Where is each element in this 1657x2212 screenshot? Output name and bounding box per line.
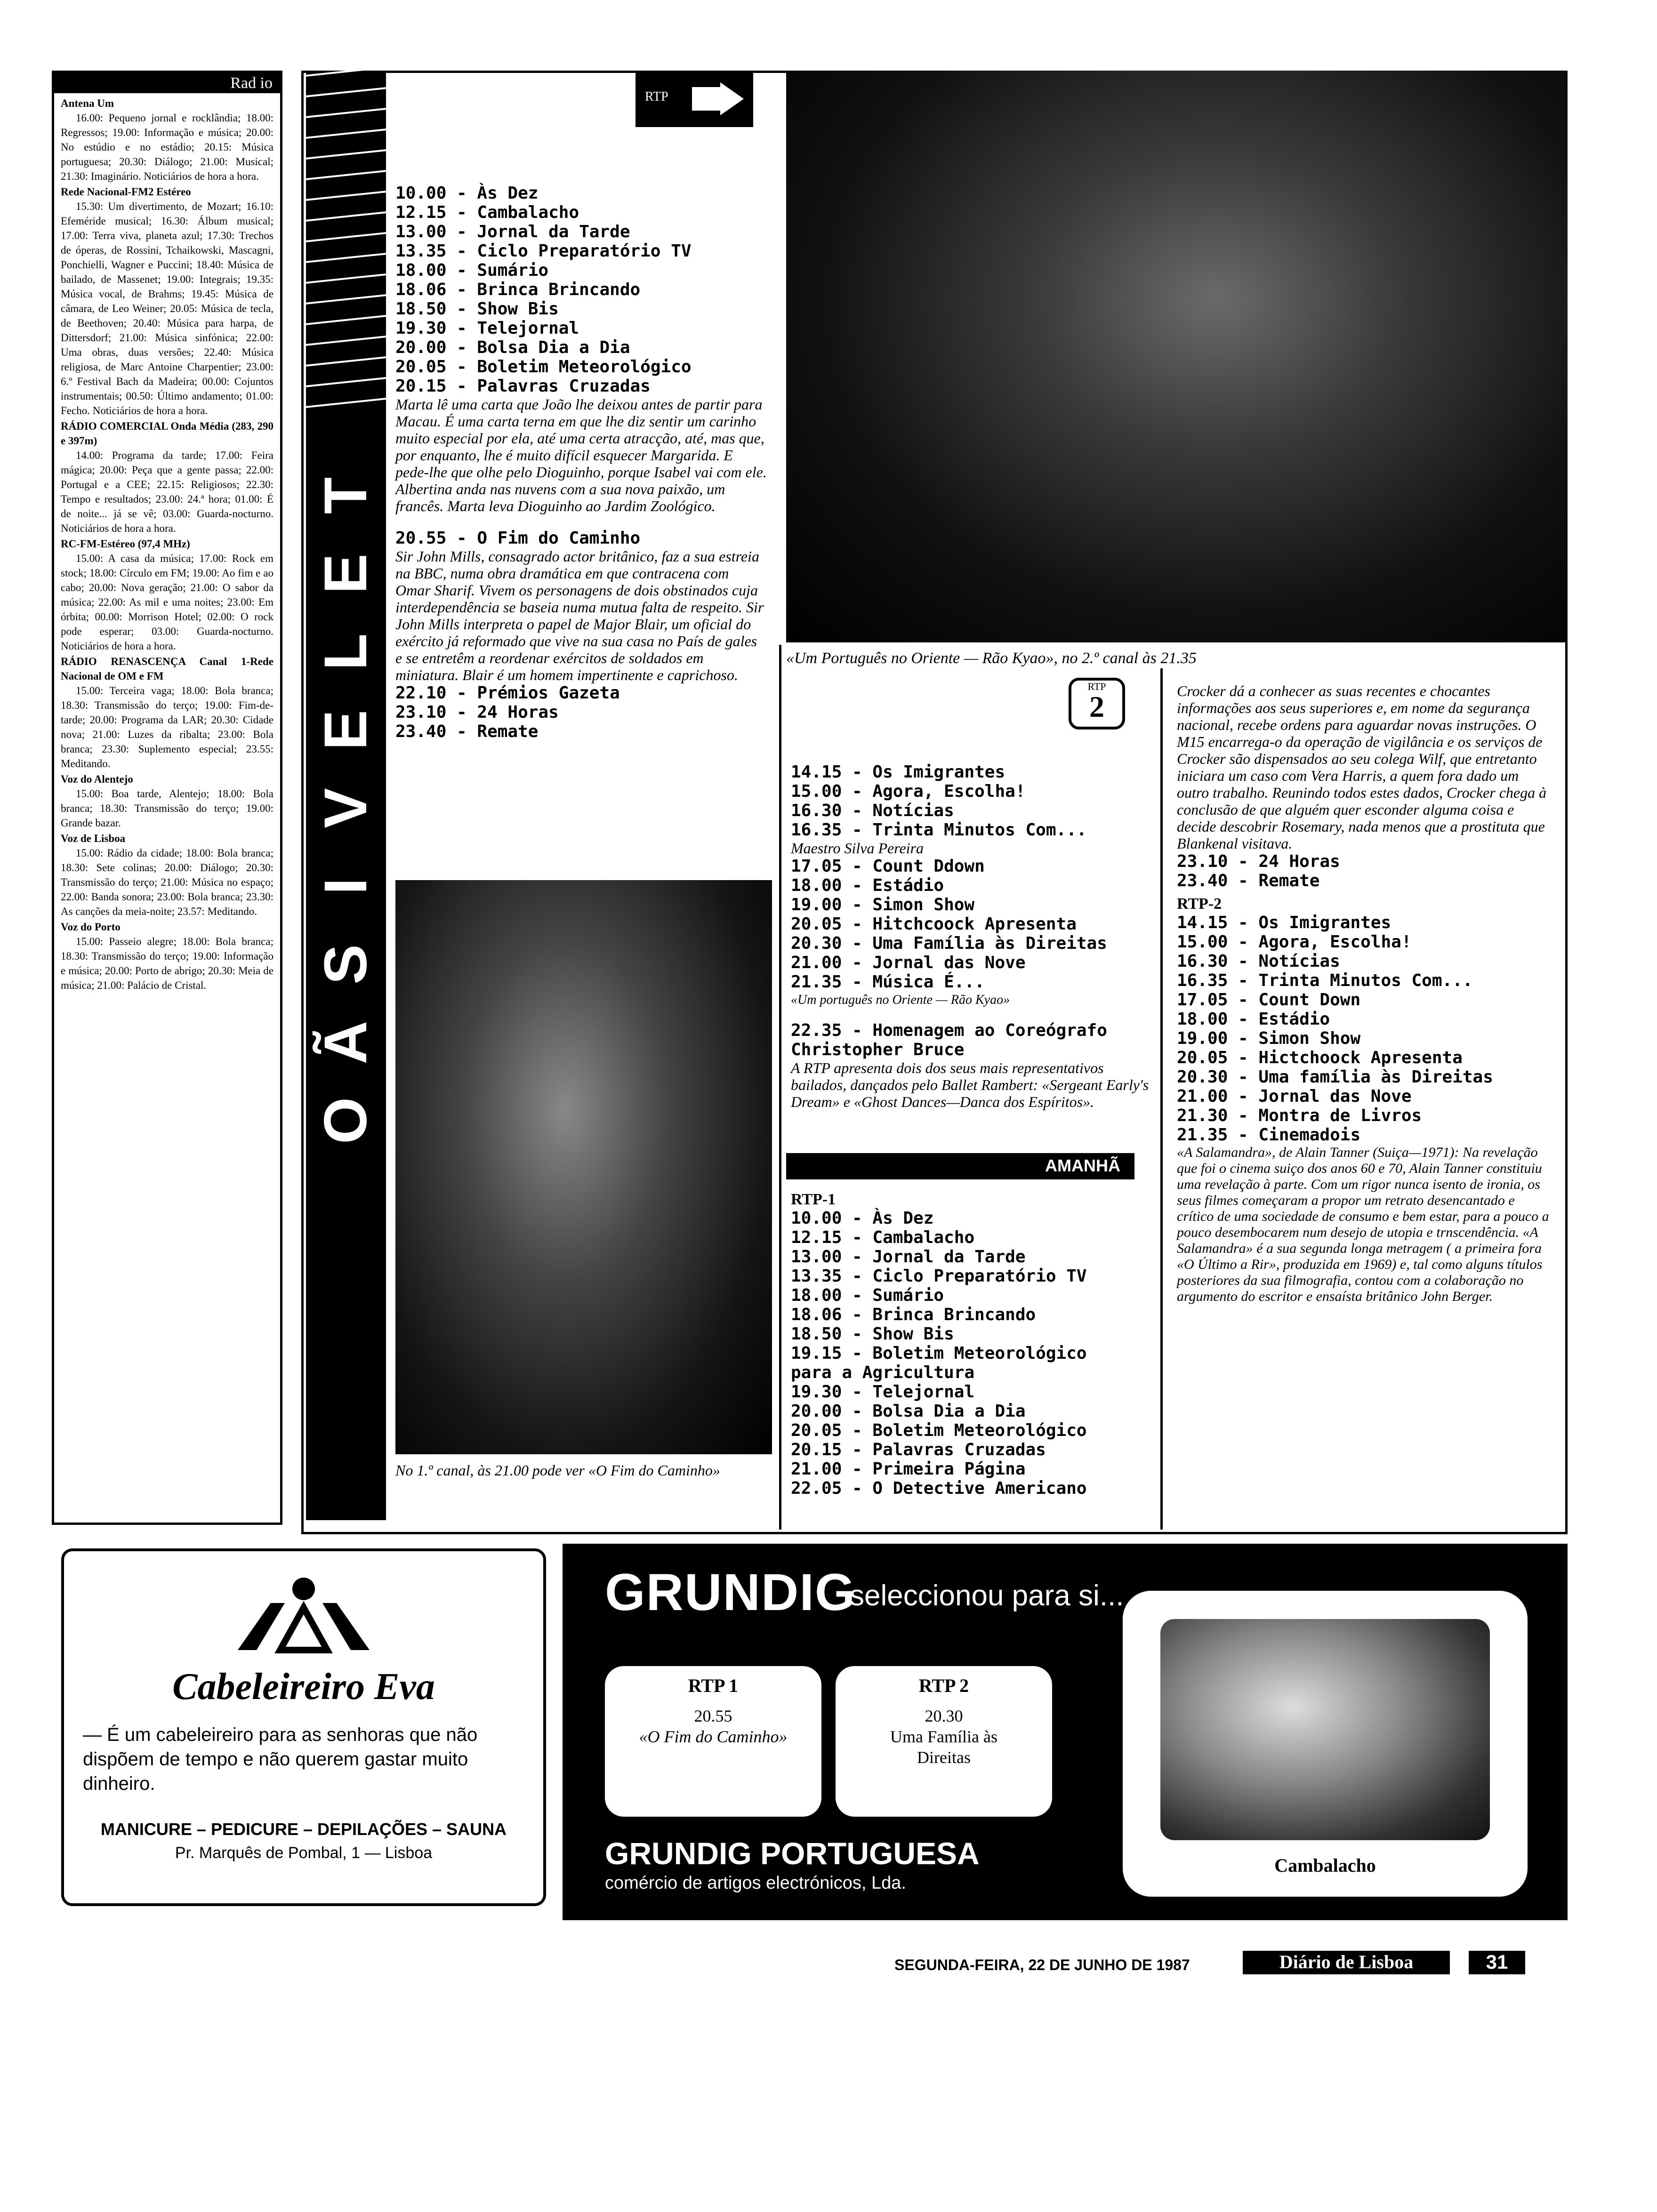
grundig-rtp1-logo: RTP 1 [688,1675,739,1696]
eva-address: Pr. Marquês de Pombal, 1 — Lisboa [175,1844,433,1862]
photo-caption-rao-kyao: «Um Português no Oriente — Rão Kyao», no 2.º canal às 21.35 [786,649,1197,667]
rtp1-arrow-icon [692,82,744,115]
radio-column [52,71,282,1525]
rtp1-logo [635,71,753,127]
television-vertical-title [306,457,386,1160]
rtp1-schedule-a: 10.00 - Às Dez 12.15 - Cambalacho 13.00 - Jornal da Tarde 13.35 - Ciclo Preparatório TV 18.00 - Sumário 18.06 - Brinca Brincando 18.50 - Show Bis 19.30 - Telejornal 20.00 - Bolsa Dia a Dia 20.05 - Boletim Meteorológico 20.15 - Palavras Cruzadas [395,184,692,396]
eva-services: MANICURE – PEDICURE – DEPILAÇÕES – SAUNA [100,1819,507,1839]
rtp2-number-icon: 2 [1089,690,1104,723]
photo-john-mills [395,880,772,1454]
footer-date: SEGUNDA-FEIRA, 22 DE JUNHO DE 1987 [894,1956,1190,1973]
amanha-rtp1-column [791,1191,1158,1498]
band-letter: Ã [312,1020,379,1065]
rtp1-schedule-b: 20.55 - O Fim do Caminho [395,529,641,548]
footer-paper-name: Diário de Lisboa [1243,1951,1450,1974]
band-letter: T [312,477,379,514]
grundig-rtp2-box [836,1666,1052,1817]
column-rule [1160,668,1163,1530]
grundig-rtp1-title: «O Fim do Caminho» [639,1727,788,1746]
rtp1-description-a: Marta lê uma carta que João lhe deixou antes de partir para Macau. É uma carta terna em que lhe diz sentir um carinho muito especial por ela, até uma certa atracção, até, mas que, por enquanto, lhe é muito difícil esquecer Margarida. E pede-lhe que olhe pelo Dioguinho, porque Isabel vai com ele. Albertina anda nas nuvens com a sua nova paixão, um francês. Marta leva Dioguinho ao Jardim Zoológico. [395,396,767,514]
rtp2-description-c: A RTP apresenta dois dos seus mais representativos bailados, dançados pelo Ballet Rambert: «Sergeant Early's Dream» e «Ghost Dances—Danca dos Espíritos». [791,1059,1149,1110]
radio-station-schedule: 15.30: Um divertimento, de Mozart; 16.10: Efeméride musical; 16.30: Álbum musical; 17.00: Terra viva, planeta azul; 17.30: Trechos de óperas, de Rossini, Tchaikowski, Mascagni, Ponchielli, Wagner e Puccini; 18.40: Música de bailado, de Massenet; 19.00: Integrais; 19.35: Música vocal, de Brahms; 19.45: Música de câmara, de Leo Weiner; 20.05: Música de tecla, de Beethoven; 20.40: Música para harpa, de Dittersdorf; 21.00: Música sinfónica; 22.00: Uma obras, duas versões; 22.40: Música religiosa, de Marc Antoine Charpentier; 23.00: 6.º Festival Bach da Madeira; 00.00: Cojuntos instrumentais; 00.50: Último andamento; 01.00: Fecho. Noticiários de hora a hora. [61,200,273,417]
column-rule [779,645,781,1530]
radio-header: Rad io [54,73,280,93]
salamandra-description: «A Salamandra», de Alain Tanner (Suiça—1971): Na revelação que foi o cinema suiço dos anos 60 e 70, Alain Tanner constituiu uma revelação à parte. Com um rigor nunca isento de ironia, os seus filmes começaram a propor um retrato desencantado e crítico de uma sociedade de consumo e bem estar, para a pouco a pouco desembocarem num desejo de utopia e trnscendência. «A Salamandra» é a sua segunda longa metragem ( a primeira fora «O Último a Rir», produzida em 1969) e, tal como alguns títulos posteriores da sua filmografia, contou com a colaboração no argumento do escritor e ensaísta britânico John Berger. [1177,1145,1549,1304]
radio-station-name: RC-FM-Estéreo (97,4 MHz) [61,538,190,550]
radio-station-name: Voz de Lisboa [61,833,126,844]
band-letter: E [312,553,379,594]
amanha-rtp1-schedule: 10.00 - Às Dez 12.15 - Cambalacho 13.00 - Jornal da Tarde 13.35 - Ciclo Preparatório TV 18.00 - Sumário 18.06 - Brinca Brincando 18.50 - Show Bis 19.15 - Boletim Meteorológico para a Agricultura 19.30 - Telejornal 20.00 - Bolsa Dia a Dia 20.05 - Boletim Meteorológico 20.15 - Palavras Cruzadas 21.00 - Primeira Página 22.05 - O Detective Americano [791,1209,1087,1498]
rtp1-description-b: Sir John Mills, consagrado actor britânico, faz a sua estreia na BBC, numa obra dramática em que contracena com Omar Sharif. Vivem os personagens de dois obstinados cuja interdependência se baseia numa mutua falta de respeito. Sir John Mills interpreta o papel de Major Blair, um oficial do exército já reformado que vive na sua casa no País de gales e se entretêm a reordenar exércitos de soldados em miniatura. Blair é um homem impertinente e caprichoso. [395,548,764,683]
band-decoration [306,71,386,447]
radio-station-name: RÁDIO COMERCIAL Onda Média (283, 290 e 397m) [61,420,273,447]
photo-rao-kyao [786,71,1568,642]
radio-station-name: Rede Nacional-FM2 Estéreo [61,186,191,198]
amanha-rtp2-schedule: 14.15 - Os Imigrantes 15.00 - Agora, Escolha! 16.30 - Notícias 16.35 - Trinta Minutos Com... 17.05 - Count Down 18.00 - Estádio 19.00 - Simon Show 20.05 - Hictchoock Apresenta 20.30 - Uma família às Direitas 21.00 - Jornal das Nove 21.30 - Montra de Livros 21.35 - Cinemadois [1177,913,1493,1145]
radio-station-name: RÁDIO RENASCENÇA Canal 1-Rede Nacional de OM e FM [61,656,273,682]
band-letter: L [312,633,379,671]
eva-text: — É um cabeleireiro para as senhoras que não dispõem de tempo e não querem gastar muito dinheiro. [83,1724,478,1794]
rtp1-schedule-c: 22.10 - Prémios Gazeta 23.10 - 24 Horas 23.40 - Remate [395,683,620,741]
grundig-rtp2-title: Uma Família às Direitas [890,1727,997,1767]
radio-station-schedule: 15.00: Rádio da cidade; 18.00: Bola branca; 18.30: Sete colinas; 20.00: Diálogo; 20.30: Transmissão do terço; 21.00: Música no espaço; 22.00: Banda sonora; 23.00: Bola branca; 23.30: As canções da meia-noite; 23.57: Meditando. [61,847,273,917]
radio-station-schedule: 14.00: Programa da tarde; 17.00: Feira mágica; 20.00: Peça que a gente passa; 22.00: Portugal e a CEE; 22.15: Religiosos; 22.30: Tempo e resultados; 23.00: 24.ª hora; 01.00: É de noite... já se vê; 03.00: Guarda-nocturno. Noticiários de hora a hora. [61,449,273,534]
grundig-brand: GRUNDIG [605,1563,856,1621]
amanha-rtp2-label: RTP-2 [1177,895,1222,913]
rtp2-today-column [791,762,1158,1110]
photo-caption-fim-do-caminho: No 1.º canal, às 21.00 pode ver «O Fim do Caminho» [395,1462,720,1479]
radio-station-name: Antena Um [61,97,114,109]
radio-station-schedule: 15.00: Boa tarde, Alentejo; 18.00: Bola branca; 18.30: Transmissão do terço; 19.00: Grande bazar. [61,788,273,829]
grundig-rtp2-time: 20.30 [925,1707,963,1725]
grundig-company: GRUNDIG PORTUGUESA [605,1836,980,1871]
rtp1-logo-text: RTP [645,89,668,104]
ad-cabeleireiro-eva [61,1548,546,1906]
page-footer [894,1951,1572,1979]
radio-station-schedule: 15.00: Passeio alegre; 18.00: Bola branca; 18.30: Transmissão do terço; 19.00: Informação e música; 20.00: Porto de abrigo; 20.30: Meia de música; 21.00: Palácio de Cristal. [61,936,273,991]
grundig-rtp2-logo: RTP 2 [918,1675,969,1696]
radio-list [61,96,273,993]
radio-station-name: Voz do Porto [61,921,121,933]
rtp2-description-b: «Um português no Oriente — Rão Kyao» [791,993,1010,1007]
eva-logo [64,1575,543,1670]
amanha-rtp1-late-schedule: 23.10 - 24 Horas 23.40 - Remate [1177,852,1340,890]
band-letter: V [312,788,379,828]
crocker-description: Crocker dá a conhecer as suas recentes e chocantes informações aos seus superiores e, em nome da segurança nacional, recebe ordens para aguardar novas instruções. O M15 encarrega-o da operação de vigilância e os serviços de Crocker são dispensados ao seu colega Wilf, que entretanto iniciara um caso com Vera Harris, a quem fora dado um outro trabalho. Reunindo todos estes dados, Crocker chega à conclusão de que alguém quer esconder alguma coisa e decide descobrir Rosemary, nada menos que a prostituta que Blankenal visitava. [1177,682,1547,852]
radio-station-schedule: 15.00: Terceira vaga; 18.00: Bola branca; 18.30: Transmissão do terço; 19.00: Fim-de-tarde; 20.00: Programa da LAR; 20.30: Cidade nova; 21.00: Luzes da ribalta; 23.00: Bola branca; 23.30: Suplemento especial; 23.55: Meditando. [61,685,273,769]
amanha-header: AMANHÃ [786,1153,1134,1179]
band-letter: E [312,710,379,750]
grundig-company-sub: comércio de artigos electrónicos, Lda. [605,1873,906,1893]
band-letter: S [312,944,379,985]
radio-station-schedule: 16.00: Pequeno jornal e rocklândia; 18.00: Regressos; 19.00: Informação e música; 20.00: No estúdio e no estádio; 20.15: Música portuguesa; 20.30: Diálogo; 21.00: Musical; 21.30: Imaginário. Noticiários de hora a hora. [61,112,273,182]
eva-name: Cabeleireiro Eva [172,1666,435,1707]
cambalacho-photo [1160,1619,1490,1840]
rtp2-schedule: 14.15 - Os Imigrantes 15.00 - Agora, Escolha! 16.30 - Notícias 16.35 - Trinta Minutos Com... [791,762,1087,840]
amanha-rtp2-column [1177,682,1553,1305]
rtp2-description-a: Maestro Silva Pereira [791,840,924,857]
ad-grundig [563,1544,1568,1920]
rtp2-schedule-b: 17.05 - Count Ddown 18.00 - Estádio 19.00 - Simon Show 20.05 - Hitchcoock Apresenta 20.30 - Uma Família às Direitas 21.00 - Jornal das Nove 21.35 - Música É... [791,857,1107,992]
radio-station-name: Voz do Alentejo [61,773,133,785]
grundig-rtp1-time: 20.55 [694,1707,732,1725]
amanha-rtp1-label: RTP-1 [791,1191,836,1208]
grundig-tv-screen [1123,1591,1528,1897]
band-letter: I [312,878,379,895]
radio-station-schedule: 15.00: A casa da música; 17.00: Rock em stock; 18.00: Círculo em FM; 19.00: Ao fim e ao cabo; 20.00: Nova geração; 21.00: O sabor da música; 22.00: As mil e uma noites; 23.00: Em órbita; 00.00: Morrison Hotel; 02.00: O rock pode esperar; 03.00: Guarda-nocturno. Noticiários de hora a hora. [61,553,273,652]
page-number: 31 [1469,1951,1525,1974]
television-band [306,71,386,1520]
rtp2-logo-text: RTP [1087,681,1106,692]
rtp1-today-column [395,184,767,741]
grundig-rtp1-box [605,1666,821,1817]
eva-logo-icon [228,1575,379,1655]
band-letter: O [312,1097,379,1144]
rtp2-schedule-c: 22.35 - Homenagem ao Coreógrafo Christopher Bruce [791,1021,1107,1059]
cambalacho-label: Cambalacho [1274,1855,1376,1876]
rtp2-logo [1069,678,1125,729]
grundig-tagline: seleccionou para si... [850,1579,1124,1612]
